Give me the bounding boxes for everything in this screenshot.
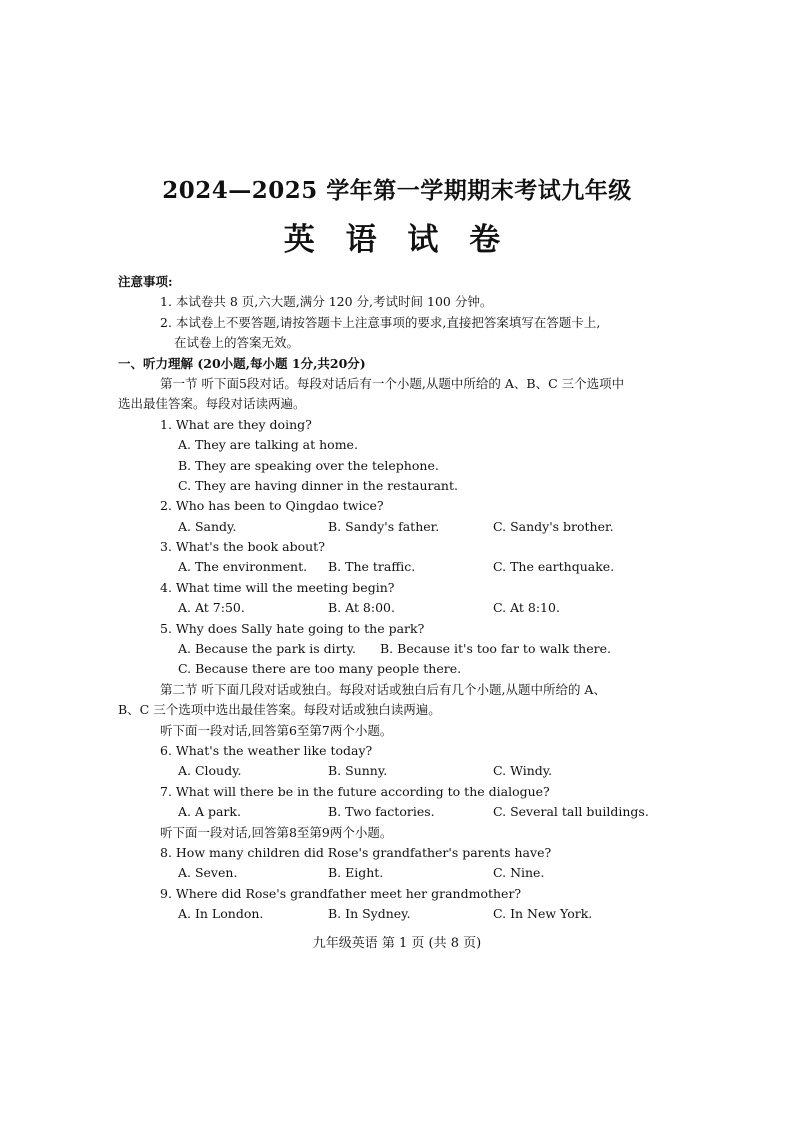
- instruction-q6-q7: 听下面一段对话,回答第6至第7两个小题。: [160, 722, 393, 738]
- q1-option-b: B. They are speaking over the telephone.: [178, 457, 439, 473]
- note-2-cont: 在试卷上的答案无效。: [174, 335, 300, 351]
- q1-option-a: A. They are talking at home.: [178, 437, 358, 453]
- q5-option-a: A. Because the park is dirty.: [178, 641, 357, 657]
- part1-intro-cont: 选出最佳答案。每段对话读两遍。: [118, 396, 306, 412]
- q7-options: [0, 802, 794, 822]
- q1-option-c: C. They are having dinner in the restaurant.: [178, 477, 458, 493]
- q9-option-b: B. In Sydney.: [328, 906, 411, 922]
- question-3: 3. What's the book about?: [160, 539, 325, 555]
- q3-options: [0, 557, 794, 577]
- q9-options: [0, 904, 794, 924]
- q3-option-a: A. The environment.: [178, 559, 308, 575]
- exam-subtitle: 英 语 试 卷: [283, 222, 511, 258]
- q5-options-ab: [0, 639, 794, 659]
- page-footer: 九年级英语 第 1 页 (共 8 页): [312, 936, 482, 951]
- notes-heading: 注意事项:: [118, 274, 173, 289]
- q4-options: [0, 598, 794, 618]
- note-2: 2. 本试卷上不要答题,请按答题卡上注意事项的要求,直接把答案填写在答题卡上,: [160, 314, 601, 330]
- part2-intro: 第二节 听下面几段对话或独白。每段对话或独白后有几个小题,从题中所给的 A、: [160, 681, 606, 697]
- q4-option-c: C. At 8:10.: [493, 600, 560, 616]
- question-1: 1. What are they doing?: [160, 416, 312, 432]
- note-1: 1. 本试卷共 8 页,六大题,满分 120 分,考试时间 100 分钟。: [160, 294, 493, 310]
- exam-body: [0, 272, 794, 925]
- q2-option-b: B. Sandy's father.: [328, 518, 440, 534]
- question-9: 9. Where did Rose's grandfather meet her grandmother?: [160, 885, 522, 901]
- q7-option-a: A. A park.: [178, 804, 241, 820]
- q6-option-c: C. Windy.: [493, 763, 553, 779]
- part2-intro-cont: B、C 三个选项中选出最佳答案。每段对话或独白读两遍。: [118, 702, 441, 718]
- q6-option-b: B. Sunny.: [328, 763, 388, 779]
- q2-option-c: C. Sandy's brother.: [493, 518, 614, 534]
- part1-intro: 第一节 听下面5段对话。每段对话后有一个小题,从题中所给的 A、B、C 三个选项中: [160, 375, 625, 391]
- q4-option-b: B. At 8:00.: [328, 600, 395, 616]
- instruction-q8-q9: 听下面一段对话,回答第8至第9两个小题。: [160, 824, 393, 840]
- q6-options: [0, 761, 794, 781]
- q8-option-c: C. Nine.: [493, 865, 545, 881]
- question-4: 4. What time will the meeting begin?: [160, 579, 395, 595]
- q8-option-a: A. Seven.: [178, 865, 238, 881]
- q9-option-a: A. In London.: [178, 906, 264, 922]
- q8-option-b: B. Eight.: [328, 865, 384, 881]
- section1-heading: 一、听力理解 (20小题,每小题 1分,共20分): [118, 355, 366, 371]
- question-6: 6. What's the weather like today?: [160, 742, 373, 758]
- q6-option-a: A. Cloudy.: [178, 763, 242, 779]
- exam-title: 2024—2025 学年第一学期期末考试九年级: [162, 177, 632, 204]
- question-8: 8. How many children did Rose's grandfather's parents have?: [160, 844, 552, 860]
- question-7: 7. What will there be in the future according to the dialogue?: [160, 783, 550, 799]
- q2-option-a: A. Sandy.: [178, 518, 237, 534]
- q5-option-c: C. Because there are too many people there.: [178, 661, 462, 677]
- q7-option-b: B. Two factories.: [328, 804, 435, 820]
- q5-option-b: B. Because it's too far to walk there.: [380, 641, 611, 657]
- q2-options: [0, 517, 794, 537]
- q7-option-c: C. Several tall buildings.: [493, 804, 649, 820]
- question-2: 2. Who has been to Qingdao twice?: [160, 498, 384, 514]
- q3-option-c: C. The earthquake.: [493, 559, 615, 575]
- q8-options: [0, 863, 794, 883]
- q4-option-a: A. At 7:50.: [178, 600, 245, 616]
- q3-option-b: B. The traffic.: [328, 559, 416, 575]
- q9-option-c: C. In New York.: [493, 906, 593, 922]
- question-5: 5. Why does Sally hate going to the park?: [160, 620, 425, 636]
